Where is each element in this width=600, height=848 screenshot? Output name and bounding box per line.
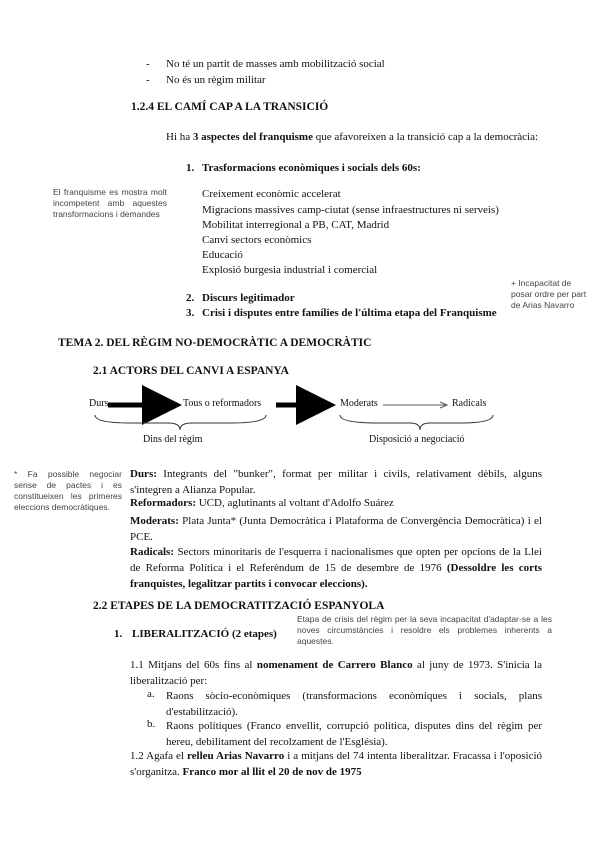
sub-line: Canvi sectors econòmics [202,234,312,246]
margin-note-right: Etapa de crisis del règim per la seva incapacitat d'adaptar-se a les noves circumstàncies i resoldre els problemes inherents a aquestes. [297,614,552,646]
sub-line: Migracions massives camp-ciutat (sense infraestructures ni serveis) [202,204,499,216]
list-item-label: LIBERALITZACIÓ (2 etapes) [132,628,277,640]
list-item-label: Discurs legitimador [202,292,295,304]
intro-post: que afavoreixen a la transició cap a la democràcia: [312,131,539,143]
margin-note-right: + Incapacitat de posar ordre per part de Arias Navarro [511,278,587,310]
list-item-label: Crisi i disputes entre famílies de l'última etapa del Franquisme [202,307,497,319]
chapter-heading: TEMA 2. DEL RÈGIM NO-DEMOCRÀTIC A DEMOCRÀTIC [58,337,372,349]
list-number: 1. [186,162,195,174]
def-label: Reformadors: [130,497,196,509]
p12-bold2: Franco mor al llit el 20 de nov de 1975 [182,766,362,778]
brace-dins [95,415,266,430]
paragraph-11 [130,657,542,689]
bullet-text: No és un règim militar [166,74,266,86]
section-heading: 1.2.4 EL CAMÍ CAP A LA TRANSICIÓ [131,101,329,113]
p11-post: al juny de 1973. S'inicia la liberalització per: [130,659,542,687]
def-label: Durs: [130,468,157,480]
def-reformadors [130,497,394,509]
list-number: 2. [186,292,195,304]
def-bold: (Dessoldre les corts franquistes, legalitzar partits i convocar eleccions). [130,562,543,590]
bullet-text: No té un partit de masses amb mobilització social [166,58,385,70]
reason-b: Raons polítiques (Franco envellit, corrupció política, disputes dins del règim per hereu, debilitament del recolzament de l'Església). [166,720,542,748]
letter-marker: a. [147,688,155,700]
label-radicals: Radicals [452,398,487,409]
actors-diagram [0,385,600,445]
section-heading: 2.2 ETAPES DE LA DEMOCRATITZACIÓ ESPANYOLA [93,600,385,612]
def-radicals [130,544,542,592]
def-durs [130,466,542,498]
def-text: Sectors minoritaris de l'esquerra i nacionalismes que opten per opcions de la Llei de Reforma Política i el Referèndum de 15 de desembre de 1976 [130,546,542,574]
p12-post: i a mitjans del 74 intenta liberalitzar. Fracassa i l'oposició s'organitza. [130,750,543,778]
brace-disposicio [340,415,493,430]
def-text: UCD, aglutinants al voltant d'Adolfo Suárez [198,497,394,509]
section-heading: 2.1 ACTORS DEL CANVI A ESPANYA [93,365,289,377]
label-tous: Tous o reformadors [183,398,262,409]
letter-marker: b. [147,718,156,730]
margin-note-left: El franquisme es mostra molt incompetent amb aquestes transformacions i demandes [53,187,167,219]
label-dins: Dins del règim [143,434,203,445]
p11-pre: 1.1 Mitjans del 60s fins al [130,659,257,671]
def-text: Integrants del "bunker", format per militar i civils, relativament dèbils, alguns s'integren a Alianza Popular. [130,468,543,496]
p12-bold: relleu Arias Navarro [186,750,285,762]
sub-line: Creixement econòmic accelerat [202,188,341,200]
label-durs: Durs [89,398,109,409]
paragraph-12 [130,748,542,780]
def-moderats [130,513,542,545]
bullet-dash: - [146,74,150,86]
list-item-label: Trasformacions econòmiques i socials dels 60s: [202,162,421,174]
intro-bold: 3 aspectes del franquisme [192,131,313,143]
list-number: 3. [186,307,195,319]
intro-pre: Hi ha [166,131,193,143]
intro-paragraph [166,131,538,143]
def-label: Moderats: [130,515,179,527]
bullet-dash: - [146,58,150,70]
def-text: Plata Junta* (Junta Democràtica i Plataforma de Convergència Democràtica) i el PCE. [130,515,542,543]
p12-pre: 1.2 Agafa el [130,750,187,762]
sub-line: Mobilitat interregional a PB, CAT, Madrid [202,219,390,231]
label-moderats: Moderats [340,398,378,409]
reason-a: Raons sòcio-econòmiques (transformacions econòmiques i socials, plans d'estabilització). [166,690,542,718]
p11-bold: nomenament de Carrero Blanco [256,659,413,671]
sub-line: Explosió burgesia industrial i comercial [202,264,378,276]
margin-note-left: * Fa possible negociar sense de pactes i es constitueixen les primeres eleccions democràtiques. [14,469,122,512]
label-disposicio: Disposició a negociació [369,434,465,445]
sub-line: Educació [202,249,243,261]
def-label: Radicals: [130,546,174,558]
list-number: 1. [114,628,123,640]
